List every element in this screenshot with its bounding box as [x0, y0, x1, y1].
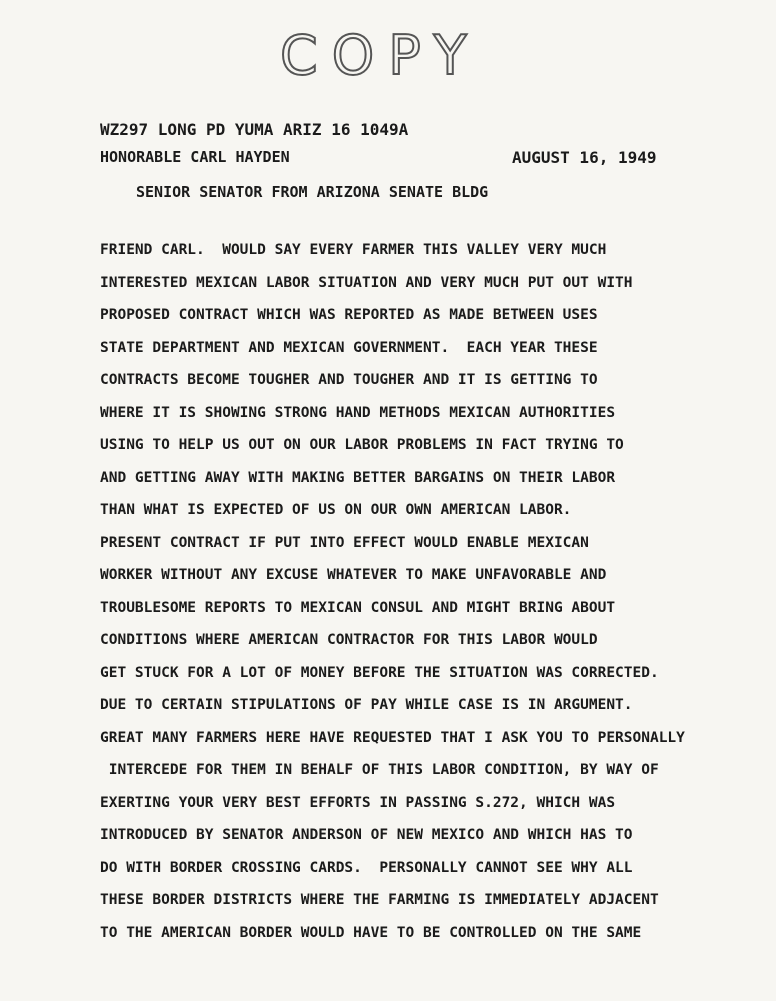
body-line: PRESENT CONTRACT IF PUT INTO EFFECT WOULD ENABLE MEXICAN	[100, 534, 589, 551]
body-line: CONTRACTS BECOME TOUGHER AND TOUGHER AND IT IS GETTING TO	[100, 372, 598, 388]
body-line: USING TO HELP US OUT ON OUR LABOR PROBLEMS IN FACT TRYING TO	[100, 437, 624, 453]
body-line: DO WITH BORDER CROSSING CARDS. PERSONALLY CANNOT SEE WHY ALL	[100, 859, 633, 876]
telegram-routing-line: WZ297 LONG PD YUMA ARIZ 16 1049A	[100, 120, 409, 139]
body-line: THESE BORDER DISTRICTS WHERE THE FARMING IS IMMEDIATELY ADJACENT	[100, 892, 659, 908]
body-line: DUE TO CERTAIN STIPULATIONS OF PAY WHILE CASE IS IN ARGUMENT.	[100, 697, 633, 713]
copy-stamp-graphic	[278, 20, 528, 80]
body-line: STATE DEPARTMENT AND MEXICAN GOVERNMENT. EACH YEAR THESE	[100, 339, 598, 356]
body-line: GREAT MANY FARMERS HERE HAVE REQUESTED THAT I ASK YOU TO PERSONALLY	[100, 729, 685, 746]
copy-stamp	[278, 20, 528, 80]
body-line: WHERE IT IS SHOWING STRONG HAND METHODS MEXICAN AUTHORITIES	[100, 404, 616, 421]
body-line: TROUBLESOME REPORTS TO MEXICAN CONSUL AND MIGHT BRING ABOUT	[100, 599, 616, 616]
date: AUGUST 16, 1949	[512, 148, 657, 167]
addressee-address: SENIOR SENATOR FROM ARIZONA SENATE BLDG	[136, 183, 489, 201]
body-line: TO THE AMERICAN BORDER WOULD HAVE TO BE CONTROLLED ON THE SAME	[100, 924, 642, 941]
body-line: WORKER WITHOUT ANY EXCUSE WHATEVER TO MAKE UNFAVORABLE AND	[100, 567, 607, 583]
body-line: INTRODUCED BY SENATOR ANDERSON OF NEW MEXICO AND WHICH HAS TO	[100, 827, 633, 843]
body-line: THAN WHAT IS EXPECTED OF US ON OUR OWN AMERICAN LABOR.	[100, 502, 572, 518]
addressee: HONORABLE CARL HAYDEN	[100, 148, 290, 166]
body-line: CONDITIONS WHERE AMERICAN CONTRACTOR FOR THIS LABOR WOULD	[100, 632, 598, 648]
body-line: INTERCEDE FOR THEM IN BEHALF OF THIS LABOR CONDITION, BY WAY OF	[100, 762, 659, 778]
body-line: FRIEND CARL. WOULD SAY EVERY FARMER THIS VALLEY VERY MUCH	[100, 242, 607, 258]
body-line: INTERESTED MEXICAN LABOR SITUATION AND VERY MUCH PUT OUT WITH	[100, 274, 633, 291]
body-line: AND GETTING AWAY WITH MAKING BETTER BARGAINS ON THEIR LABOR	[100, 469, 616, 486]
copy-stamp-text: COPY	[280, 24, 481, 80]
body-line: EXERTING YOUR VERY BEST EFFORTS IN PASSING S.272, WHICH WAS	[100, 794, 616, 811]
body-line: PROPOSED CONTRACT WHICH WAS REPORTED AS MADE BETWEEN USES	[100, 307, 598, 323]
body-line: GET STUCK FOR A LOT OF MONEY BEFORE THE SITUATION WAS CORRECTED.	[100, 664, 659, 681]
letter-body	[100, 234, 685, 949]
